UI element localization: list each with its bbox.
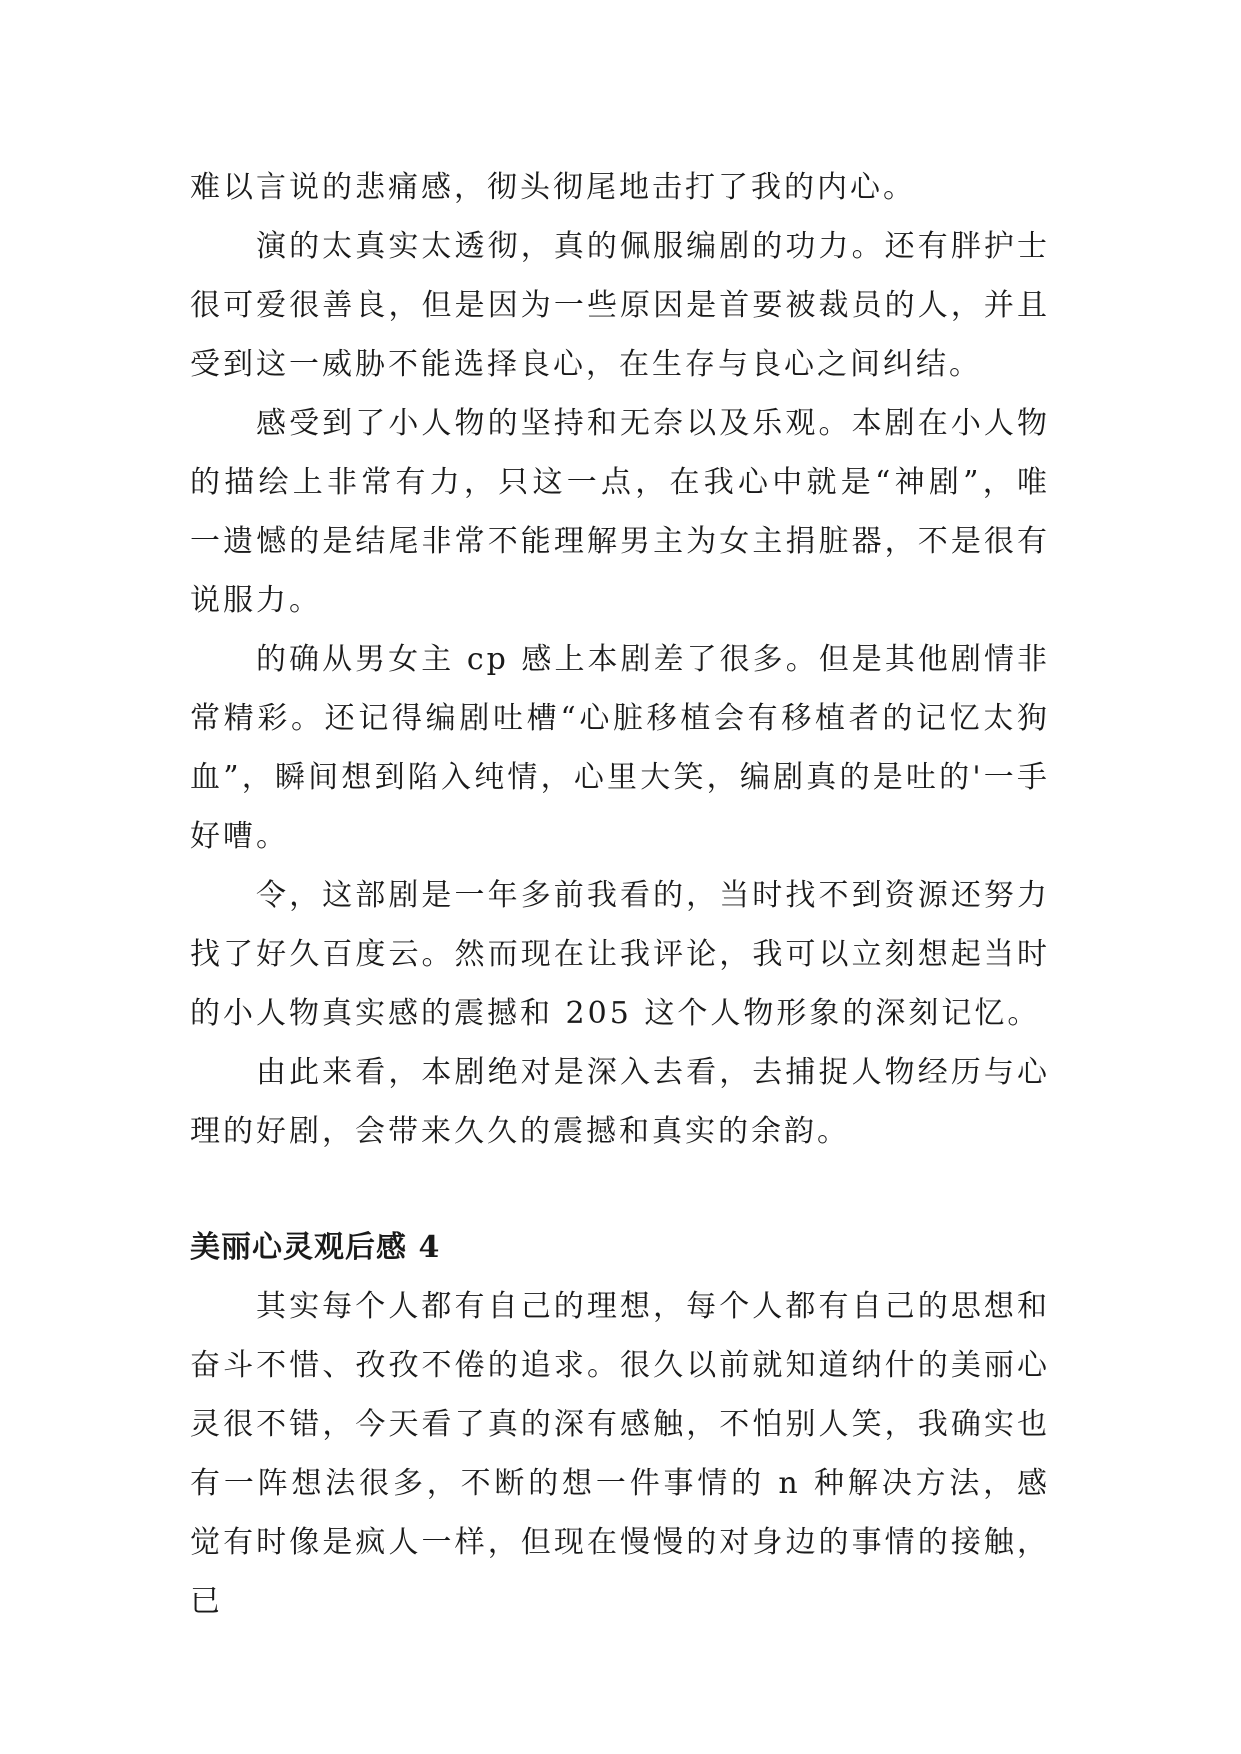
document-body xyxy=(190,158,1050,1631)
section-title: 美丽心灵观后感 4 xyxy=(190,1230,441,1265)
paragraph: 的确从男女主 cp 感上本剧差了很多。但是其他剧情非常精彩。还记得编剧吐槽“心脏移植会有移植者的记忆太狗血”，瞬间想到陷入纯情，心里大笑，编剧真的是吐的'一手好嘈。 xyxy=(190,642,1050,854)
paragraph: 感受到了小人物的坚持和无奈以及乐观。本剧在小人物的描绘上非常有力，只这一点，在我心中就是“神剧”，唯一遗憾的是结尾非常不能理解男主为女主捐脏器，不是很有说服力。 xyxy=(190,406,1050,618)
paragraph: 演的太真实太透彻，真的佩服编剧的功力。还有胖护士很可爱很善良，但是因为一些原因是首要被裁员的人，并且受到这一威胁不能选择良心，在生存与良心之间纠结。 xyxy=(190,229,1050,382)
paragraph: 其实每个人都有自己的理想，每个人都有自己的思想和奋斗不惜、孜孜不倦的追求。很久以前就知道纳什的美丽心灵很不错，今天看了真的深有感触，不怕别人笑，我确实也有一阵想法很多，不断的想一件事情的 n 种解决方法，感觉有时像是疯人一样，但现在慢慢的对身边的事情的接触，已 xyxy=(190,1289,1050,1619)
paragraph: 由此来看，本剧绝对是深入去看，去捕捉人物经历与心理的好剧，会带来久久的震撼和真实的余韵。 xyxy=(190,1055,1050,1149)
paragraph-continuation: 难以言说的悲痛感，彻头彻尾地击打了我的内心。 xyxy=(190,170,916,205)
paragraph: 令，这部剧是一年多前我看的，当时找不到资源还努力找了好久百度云。然而现在让我评论，我可以立刻想起当时的小人物真实感的震撼和 205 这个人物形象的深刻记忆。 xyxy=(190,878,1050,1031)
